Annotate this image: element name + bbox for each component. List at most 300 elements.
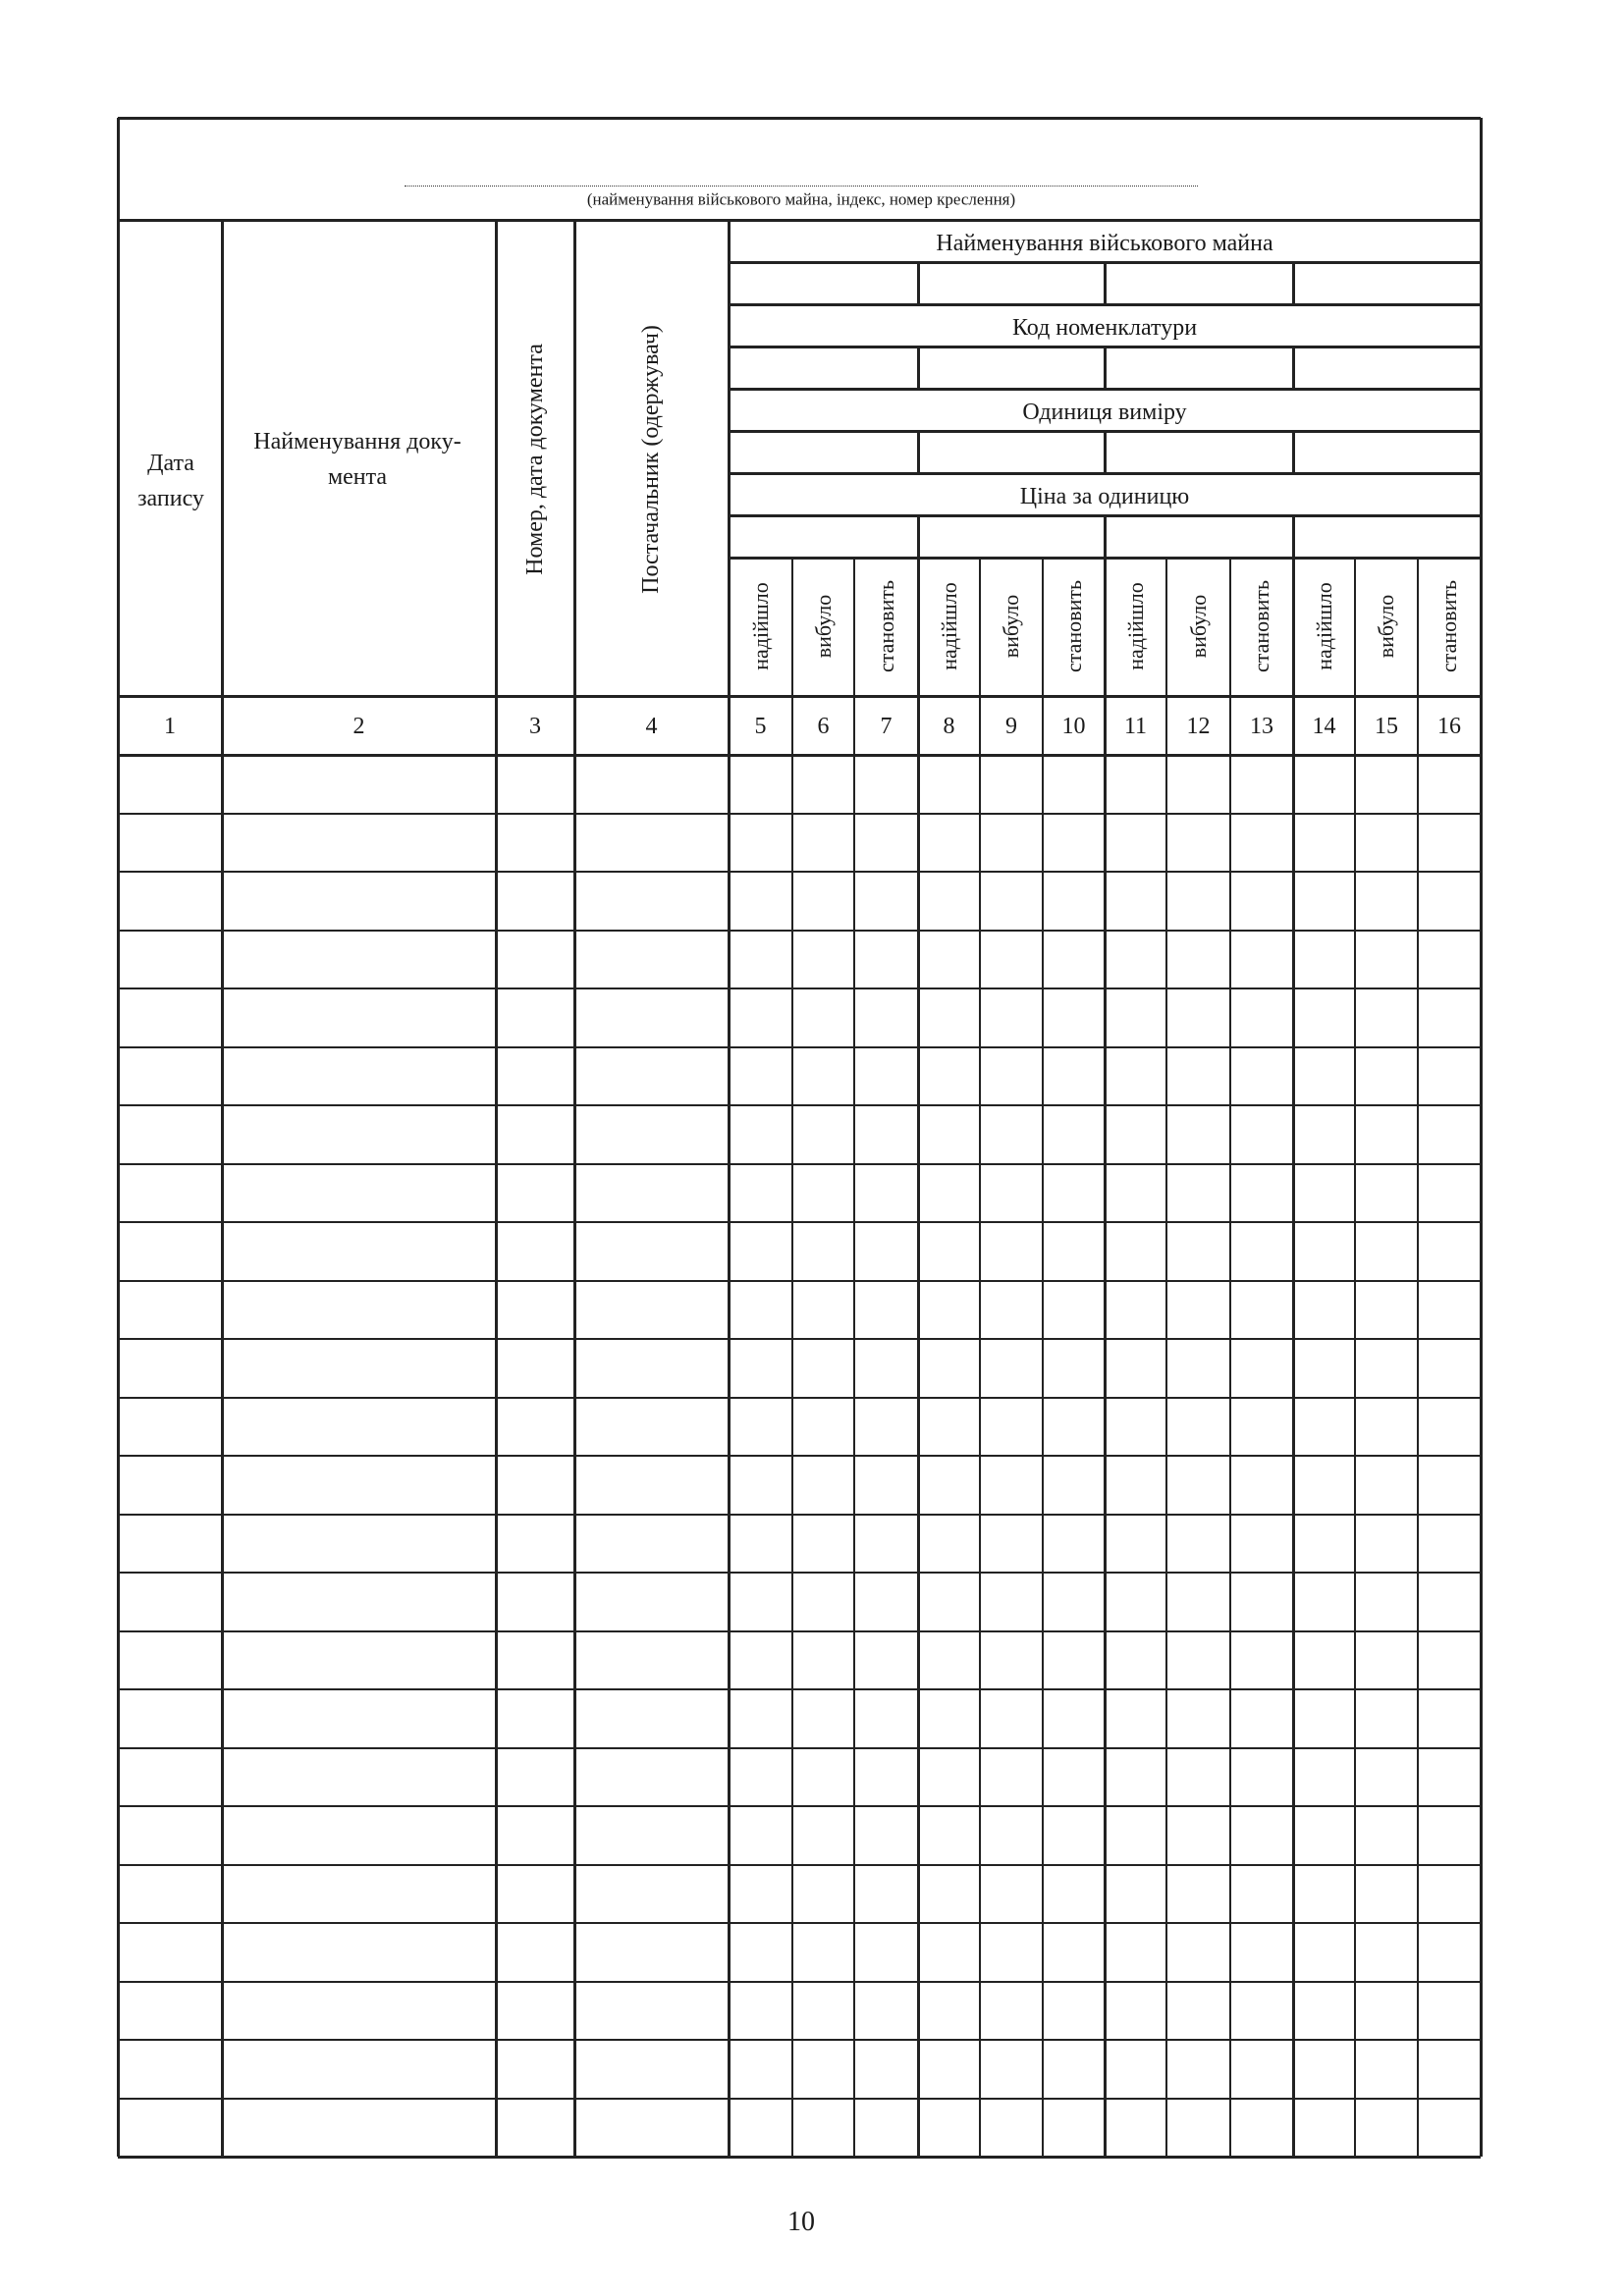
data-cell[interactable] [920, 757, 978, 812]
data-cell[interactable] [1168, 1984, 1228, 2039]
data-cell[interactable] [1168, 1808, 1228, 1863]
data-cell[interactable] [1295, 1341, 1353, 1396]
data-cell[interactable] [120, 1458, 220, 1513]
data-cell[interactable] [498, 1224, 572, 1279]
data-cell[interactable] [120, 1224, 220, 1279]
data-cell[interactable] [498, 757, 572, 812]
data-cell[interactable] [1357, 1458, 1416, 1513]
data-cell[interactable] [1295, 1867, 1353, 1922]
data-cell[interactable] [1357, 816, 1416, 871]
data-cell[interactable] [856, 1049, 916, 1104]
data-cell[interactable] [1168, 1107, 1228, 1162]
data-cell[interactable] [731, 1867, 790, 1922]
data-cell[interactable] [576, 1633, 727, 1688]
data-cell[interactable] [1168, 1224, 1228, 1279]
data-cell[interactable] [1295, 1166, 1353, 1221]
data-cell[interactable] [1357, 1925, 1416, 1980]
data-cell[interactable] [1232, 757, 1291, 812]
data-cell[interactable] [1045, 1517, 1103, 1572]
data-cell[interactable] [1107, 1808, 1164, 1863]
data-cell[interactable] [1357, 757, 1416, 812]
data-cell[interactable] [1232, 1925, 1291, 1980]
data-cell[interactable] [120, 874, 220, 929]
data-cell[interactable] [920, 1166, 978, 1221]
data-cell[interactable] [982, 1458, 1041, 1513]
data-cell[interactable] [982, 757, 1041, 812]
data-cell[interactable] [920, 1224, 978, 1279]
data-cell[interactable] [1232, 1691, 1291, 1746]
data-cell[interactable] [224, 1633, 494, 1688]
data-cell[interactable] [856, 1517, 916, 1572]
data-cell[interactable] [794, 1166, 852, 1221]
data-cell[interactable] [1107, 1224, 1164, 1279]
data-cell[interactable] [856, 990, 916, 1045]
data-cell[interactable] [1232, 874, 1291, 929]
data-cell[interactable] [224, 1984, 494, 2039]
data-cell[interactable] [731, 1691, 790, 1746]
data-cell[interactable] [794, 1984, 852, 2039]
data-cell[interactable] [856, 1808, 916, 1863]
data-cell[interactable] [1420, 1925, 1479, 1980]
data-cell[interactable] [856, 1458, 916, 1513]
data-cell[interactable] [1295, 874, 1353, 929]
data-cell[interactable] [224, 2042, 494, 2097]
data-cell[interactable] [576, 933, 727, 988]
data-cell[interactable] [1420, 1867, 1479, 1922]
data-cell[interactable] [1168, 933, 1228, 988]
data-cell[interactable] [1357, 1049, 1416, 1104]
data-cell[interactable] [1232, 1107, 1291, 1162]
data-cell[interactable] [1357, 2042, 1416, 2097]
data-cell[interactable] [1295, 1400, 1353, 1455]
data-cell[interactable] [1168, 1049, 1228, 1104]
data-cell[interactable] [982, 1984, 1041, 2039]
data-cell[interactable] [1045, 1633, 1103, 1688]
data-cell[interactable] [576, 1691, 727, 1746]
data-cell[interactable] [1168, 874, 1228, 929]
data-cell[interactable] [120, 1517, 220, 1572]
data-cell[interactable] [1295, 757, 1353, 812]
data-cell[interactable] [1295, 1984, 1353, 2039]
data-cell[interactable] [1168, 1400, 1228, 1455]
data-cell[interactable] [498, 1166, 572, 1221]
data-cell[interactable] [731, 1283, 790, 1338]
data-cell[interactable] [1045, 1867, 1103, 1922]
data-cell[interactable] [1232, 1458, 1291, 1513]
data-cell[interactable] [920, 1984, 978, 2039]
data-cell[interactable] [576, 816, 727, 871]
data-cell[interactable] [982, 1633, 1041, 1688]
data-cell[interactable] [920, 816, 978, 871]
data-cell[interactable] [731, 1808, 790, 1863]
data-cell[interactable] [982, 1341, 1041, 1396]
data-cell[interactable] [856, 1925, 916, 1980]
data-cell[interactable] [1420, 1984, 1479, 2039]
data-cell[interactable] [498, 874, 572, 929]
data-cell[interactable] [1168, 1750, 1228, 1805]
data-cell[interactable] [224, 1166, 494, 1221]
data-cell[interactable] [920, 1925, 978, 1980]
data-cell[interactable] [498, 1517, 572, 1572]
data-cell[interactable] [920, 1691, 978, 1746]
data-cell[interactable] [731, 757, 790, 812]
data-cell[interactable] [1045, 1458, 1103, 1513]
data-cell[interactable] [224, 1808, 494, 1863]
data-cell[interactable] [794, 874, 852, 929]
data-cell[interactable] [1357, 1750, 1416, 1805]
data-cell[interactable] [1107, 1107, 1164, 1162]
data-cell[interactable] [1420, 816, 1479, 871]
data-cell[interactable] [1232, 2101, 1291, 2156]
data-cell[interactable] [1107, 1867, 1164, 1922]
data-cell[interactable] [1045, 2101, 1103, 2156]
data-cell[interactable] [856, 874, 916, 929]
data-cell[interactable] [1168, 1633, 1228, 1688]
data-cell[interactable] [1045, 2042, 1103, 2097]
data-cell[interactable] [1357, 1575, 1416, 1629]
data-cell[interactable] [1107, 1283, 1164, 1338]
data-cell[interactable] [1045, 1341, 1103, 1396]
data-cell[interactable] [794, 1107, 852, 1162]
data-cell[interactable] [1232, 1400, 1291, 1455]
data-cell[interactable] [920, 990, 978, 1045]
data-cell[interactable] [498, 1691, 572, 1746]
data-cell[interactable] [1168, 1575, 1228, 1629]
data-cell[interactable] [794, 1224, 852, 1279]
data-cell[interactable] [731, 874, 790, 929]
data-cell[interactable] [1107, 1575, 1164, 1629]
data-cell[interactable] [498, 1808, 572, 1863]
data-cell[interactable] [1232, 816, 1291, 871]
data-cell[interactable] [1107, 1517, 1164, 1572]
data-cell[interactable] [224, 1925, 494, 1980]
data-cell[interactable] [1420, 1049, 1479, 1104]
data-cell[interactable] [794, 1283, 852, 1338]
data-cell[interactable] [731, 1107, 790, 1162]
data-cell[interactable] [1232, 1341, 1291, 1396]
data-cell[interactable] [1045, 933, 1103, 988]
data-cell[interactable] [1107, 1049, 1164, 1104]
data-cell[interactable] [1357, 1166, 1416, 1221]
data-cell[interactable] [498, 1925, 572, 1980]
data-cell[interactable] [920, 1750, 978, 1805]
data-cell[interactable] [982, 1808, 1041, 1863]
data-cell[interactable] [982, 1867, 1041, 1922]
data-cell[interactable] [1420, 2101, 1479, 2156]
data-cell[interactable] [498, 1049, 572, 1104]
data-cell[interactable] [498, 1867, 572, 1922]
data-cell[interactable] [1107, 1458, 1164, 1513]
data-cell[interactable] [982, 1750, 1041, 1805]
data-cell[interactable] [856, 1341, 916, 1396]
data-cell[interactable] [731, 2042, 790, 2097]
data-cell[interactable] [224, 1691, 494, 1746]
data-cell[interactable] [1168, 1458, 1228, 1513]
data-cell[interactable] [1045, 757, 1103, 812]
data-cell[interactable] [120, 1049, 220, 1104]
data-cell[interactable] [1295, 1925, 1353, 1980]
data-cell[interactable] [982, 1166, 1041, 1221]
data-cell[interactable] [856, 1984, 916, 2039]
data-cell[interactable] [1357, 1808, 1416, 1863]
data-cell[interactable] [224, 1517, 494, 1572]
data-cell[interactable] [1295, 816, 1353, 871]
data-cell[interactable] [498, 1107, 572, 1162]
data-cell[interactable] [1045, 990, 1103, 1045]
data-cell[interactable] [120, 1867, 220, 1922]
data-cell[interactable] [982, 1283, 1041, 1338]
data-cell[interactable] [576, 990, 727, 1045]
data-cell[interactable] [1295, 1750, 1353, 1805]
data-cell[interactable] [982, 1224, 1041, 1279]
data-cell[interactable] [120, 1166, 220, 1221]
data-cell[interactable] [1168, 1283, 1228, 1338]
data-cell[interactable] [1107, 757, 1164, 812]
data-cell[interactable] [576, 1283, 727, 1338]
data-cell[interactable] [1295, 1517, 1353, 1572]
data-cell[interactable] [920, 1458, 978, 1513]
data-cell[interactable] [498, 1575, 572, 1629]
data-cell[interactable] [1295, 2101, 1353, 2156]
data-cell[interactable] [224, 1107, 494, 1162]
data-cell[interactable] [1357, 1400, 1416, 1455]
data-cell[interactable] [1168, 2101, 1228, 2156]
data-cell[interactable] [120, 1808, 220, 1863]
data-cell[interactable] [1232, 1166, 1291, 1221]
data-cell[interactable] [1107, 1633, 1164, 1688]
data-cell[interactable] [120, 2101, 220, 2156]
data-cell[interactable] [576, 1750, 727, 1805]
data-cell[interactable] [1045, 874, 1103, 929]
data-cell[interactable] [982, 1517, 1041, 1572]
data-cell[interactable] [120, 1575, 220, 1629]
data-cell[interactable] [1420, 757, 1479, 812]
data-cell[interactable] [120, 1925, 220, 1980]
data-cell[interactable] [982, 990, 1041, 1045]
data-cell[interactable] [1357, 874, 1416, 929]
data-cell[interactable] [856, 933, 916, 988]
data-cell[interactable] [120, 1400, 220, 1455]
data-cell[interactable] [120, 2042, 220, 2097]
data-cell[interactable] [1295, 2042, 1353, 2097]
data-cell[interactable] [856, 1224, 916, 1279]
data-cell[interactable] [1420, 1224, 1479, 1279]
data-cell[interactable] [576, 1867, 727, 1922]
data-cell[interactable] [1232, 1984, 1291, 2039]
data-cell[interactable] [731, 1750, 790, 1805]
data-cell[interactable] [1107, 1691, 1164, 1746]
data-cell[interactable] [1045, 1224, 1103, 1279]
data-cell[interactable] [1420, 1750, 1479, 1805]
data-cell[interactable] [1295, 1107, 1353, 1162]
data-cell[interactable] [920, 1400, 978, 1455]
data-cell[interactable] [1168, 2042, 1228, 2097]
data-cell[interactable] [731, 1400, 790, 1455]
data-cell[interactable] [1420, 990, 1479, 1045]
data-cell[interactable] [224, 990, 494, 1045]
data-cell[interactable] [1420, 2042, 1479, 2097]
data-cell[interactable] [576, 1925, 727, 1980]
data-cell[interactable] [731, 1633, 790, 1688]
data-cell[interactable] [856, 816, 916, 871]
data-cell[interactable] [1420, 1575, 1479, 1629]
data-cell[interactable] [856, 1691, 916, 1746]
data-cell[interactable] [794, 757, 852, 812]
data-cell[interactable] [576, 874, 727, 929]
data-cell[interactable] [794, 816, 852, 871]
data-cell[interactable] [576, 1575, 727, 1629]
data-cell[interactable] [982, 1691, 1041, 1746]
data-cell[interactable] [1420, 1517, 1479, 1572]
data-cell[interactable] [982, 1049, 1041, 1104]
data-cell[interactable] [1357, 1224, 1416, 1279]
data-cell[interactable] [794, 933, 852, 988]
data-cell[interactable] [1420, 933, 1479, 988]
data-cell[interactable] [224, 1341, 494, 1396]
data-cell[interactable] [1045, 816, 1103, 871]
data-cell[interactable] [1295, 1283, 1353, 1338]
data-cell[interactable] [1107, 1341, 1164, 1396]
data-cell[interactable] [498, 1984, 572, 2039]
data-cell[interactable] [498, 2101, 572, 2156]
data-cell[interactable] [1168, 1517, 1228, 1572]
data-cell[interactable] [576, 1049, 727, 1104]
data-cell[interactable] [1295, 990, 1353, 1045]
data-cell[interactable] [982, 933, 1041, 988]
data-cell[interactable] [1357, 990, 1416, 1045]
data-cell[interactable] [794, 1808, 852, 1863]
data-cell[interactable] [1295, 1575, 1353, 1629]
data-cell[interactable] [576, 1107, 727, 1162]
data-cell[interactable] [794, 1691, 852, 1746]
data-cell[interactable] [1357, 1341, 1416, 1396]
data-cell[interactable] [1107, 816, 1164, 871]
data-cell[interactable] [1168, 1925, 1228, 1980]
data-cell[interactable] [1168, 816, 1228, 871]
data-cell[interactable] [498, 1458, 572, 1513]
data-cell[interactable] [576, 1808, 727, 1863]
data-cell[interactable] [731, 990, 790, 1045]
data-cell[interactable] [576, 1984, 727, 2039]
data-cell[interactable] [1420, 1458, 1479, 1513]
data-cell[interactable] [920, 1517, 978, 1572]
data-cell[interactable] [120, 1984, 220, 2039]
data-cell[interactable] [1045, 1750, 1103, 1805]
data-cell[interactable] [794, 1633, 852, 1688]
data-cell[interactable] [498, 1283, 572, 1338]
data-cell[interactable] [856, 1633, 916, 1688]
data-cell[interactable] [982, 816, 1041, 871]
data-cell[interactable] [120, 757, 220, 812]
data-cell[interactable] [1232, 1224, 1291, 1279]
data-cell[interactable] [120, 816, 220, 871]
data-cell[interactable] [856, 1867, 916, 1922]
data-cell[interactable] [1045, 1400, 1103, 1455]
data-cell[interactable] [1045, 1049, 1103, 1104]
data-cell[interactable] [794, 1867, 852, 1922]
data-cell[interactable] [120, 1283, 220, 1338]
data-cell[interactable] [1045, 1984, 1103, 2039]
data-cell[interactable] [224, 1575, 494, 1629]
data-cell[interactable] [224, 2101, 494, 2156]
data-cell[interactable] [224, 816, 494, 871]
data-cell[interactable] [498, 1750, 572, 1805]
data-cell[interactable] [1357, 1633, 1416, 1688]
data-cell[interactable] [576, 1224, 727, 1279]
data-cell[interactable] [1420, 1633, 1479, 1688]
data-cell[interactable] [731, 1575, 790, 1629]
data-cell[interactable] [1357, 1517, 1416, 1572]
data-cell[interactable] [920, 1049, 978, 1104]
data-cell[interactable] [1357, 1691, 1416, 1746]
data-cell[interactable] [1295, 1691, 1353, 1746]
data-cell[interactable] [731, 1984, 790, 2039]
data-cell[interactable] [731, 1166, 790, 1221]
data-cell[interactable] [1295, 1808, 1353, 1863]
data-cell[interactable] [794, 1458, 852, 1513]
data-cell[interactable] [794, 1400, 852, 1455]
data-cell[interactable] [1232, 1867, 1291, 1922]
data-cell[interactable] [576, 2042, 727, 2097]
data-cell[interactable] [224, 1224, 494, 1279]
data-cell[interactable] [120, 1341, 220, 1396]
data-cell[interactable] [1420, 1808, 1479, 1863]
data-cell[interactable] [1232, 990, 1291, 1045]
data-cell[interactable] [1107, 1750, 1164, 1805]
data-cell[interactable] [1420, 1341, 1479, 1396]
data-cell[interactable] [1232, 1575, 1291, 1629]
data-cell[interactable] [731, 816, 790, 871]
data-cell[interactable] [1232, 1049, 1291, 1104]
data-cell[interactable] [1045, 1166, 1103, 1221]
data-cell[interactable] [576, 1166, 727, 1221]
data-cell[interactable] [731, 1925, 790, 1980]
data-cell[interactable] [731, 1341, 790, 1396]
data-cell[interactable] [794, 1517, 852, 1572]
data-cell[interactable] [1295, 1049, 1353, 1104]
data-cell[interactable] [1357, 1283, 1416, 1338]
data-cell[interactable] [1107, 874, 1164, 929]
data-cell[interactable] [1045, 1691, 1103, 1746]
data-cell[interactable] [856, 1575, 916, 1629]
data-cell[interactable] [1168, 1867, 1228, 1922]
data-cell[interactable] [224, 933, 494, 988]
data-cell[interactable] [576, 1400, 727, 1455]
data-cell[interactable] [731, 1458, 790, 1513]
data-cell[interactable] [731, 2101, 790, 2156]
data-cell[interactable] [498, 2042, 572, 2097]
data-cell[interactable] [120, 1633, 220, 1688]
data-cell[interactable] [731, 1049, 790, 1104]
data-cell[interactable] [920, 1283, 978, 1338]
data-cell[interactable] [794, 1049, 852, 1104]
data-cell[interactable] [1107, 933, 1164, 988]
data-cell[interactable] [856, 757, 916, 812]
data-cell[interactable] [982, 1400, 1041, 1455]
data-cell[interactable] [982, 1107, 1041, 1162]
data-cell[interactable] [982, 1925, 1041, 1980]
data-cell[interactable] [794, 990, 852, 1045]
data-cell[interactable] [920, 1107, 978, 1162]
data-cell[interactable] [794, 1341, 852, 1396]
data-cell[interactable] [982, 2042, 1041, 2097]
data-cell[interactable] [856, 1283, 916, 1338]
data-cell[interactable] [982, 1575, 1041, 1629]
data-cell[interactable] [576, 1458, 727, 1513]
data-cell[interactable] [1357, 1984, 1416, 2039]
data-cell[interactable] [1168, 1341, 1228, 1396]
data-cell[interactable] [576, 1341, 727, 1396]
